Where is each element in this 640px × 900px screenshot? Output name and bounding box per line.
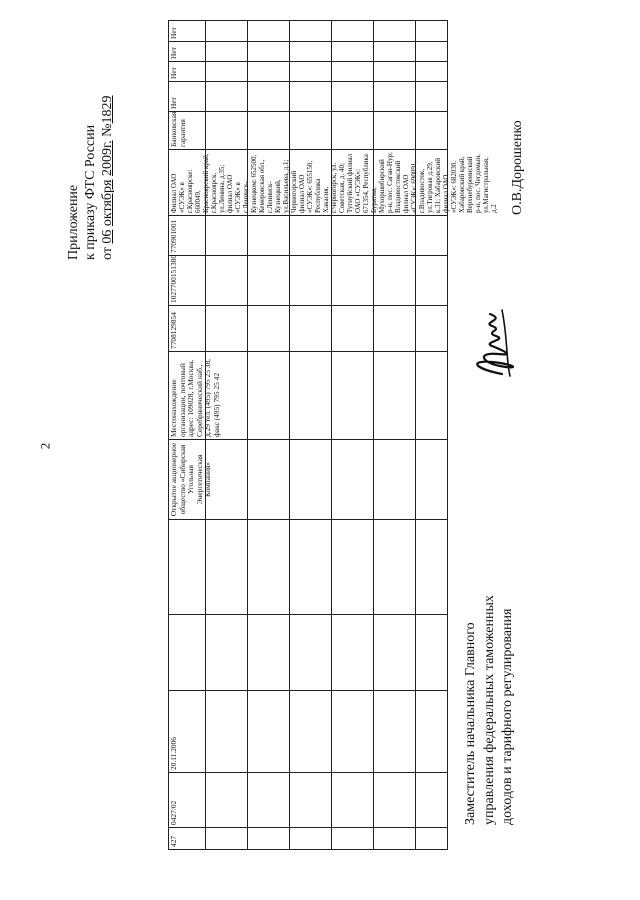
cell-no-3: Нет bbox=[169, 41, 447, 61]
number-prefix: № bbox=[100, 123, 115, 141]
position-line: Заместитель начальника Главного bbox=[463, 622, 478, 825]
position-line: управления федеральных таможенных bbox=[481, 595, 497, 825]
cell-branches: Филиал ОАО «СУЭК» в г.Красноярске: 660049, Красноярский край, г.Красноярск, ул.Ленина, д.35; филиал ОАО «СУЭК» в г.Ленинск-Кузнецком: 652500, Кемеровская обл., г.Ленинск-Кузнецкий, ул.Васильева, д.1; Черногорский филиал ОАО «СУЭК»: 655150, Республика Хакасия, г.Черногорск, ул. Советская, д. 40; Тугнуйский филиал ОАО «СУЭК»: 671354, Республика Бурятия, Мухоршибирский р-н, пос. Саган-Нур; Владивостокский филиал ОАО «СУЭК»: 690091, г.Владивосток, ул.Тигровая д.29, к.31; Хабаровский филиал ОАО «СУЭК»: 682030, Хабаровский край, Верхнебуреинский р-н, пос. Чегдомын, ул.Магистральная, д.2 bbox=[169, 149, 447, 215]
cell-inn: 7708129854 bbox=[169, 305, 447, 351]
cell-no-1: Нет bbox=[169, 81, 447, 111]
row-divider bbox=[247, 21, 248, 849]
date-year: 2009г. bbox=[100, 140, 115, 176]
appendix-header bbox=[65, 25, 116, 260]
row-divider bbox=[415, 21, 416, 849]
cell-org-name: Открытое акционерное общество «Сибирская Угольная Энергетическая Компания» bbox=[169, 439, 447, 519]
cell-guarantee: Банковская гарантия bbox=[169, 111, 447, 149]
signatory-name: О.В.Дорошенко bbox=[510, 120, 525, 215]
cell-location: Местонахождение организации, почтовый адрес: 109028, г.Москва, Серебрянический наб., д.29 тел. (495) 795 25 38, факс (495) 795 25 42 bbox=[169, 351, 447, 439]
cell-index: 427 bbox=[169, 827, 447, 849]
header-line-order: к приказу ФТС России bbox=[83, 124, 98, 260]
date-month: октября bbox=[100, 179, 115, 227]
cell-no-2: Нет bbox=[169, 61, 447, 81]
cell-empty-2 bbox=[169, 519, 447, 614]
cell-no-4: Нет bbox=[169, 27, 178, 39]
page-number: 2 bbox=[37, 442, 53, 450]
header-line-appendix: Приложение bbox=[66, 184, 81, 260]
header-line-date bbox=[99, 25, 116, 260]
order-number: 1829 bbox=[100, 95, 115, 124]
handwritten-signature bbox=[462, 306, 530, 380]
cell-ogrn: 1027700151380 bbox=[169, 255, 447, 305]
cell-kpp: 770901001 bbox=[169, 215, 447, 255]
date-day: 06 bbox=[100, 229, 115, 244]
row-divider bbox=[205, 21, 206, 849]
row-divider bbox=[289, 21, 290, 849]
row-divider bbox=[373, 21, 374, 849]
date-prefix: от bbox=[100, 243, 115, 260]
cell-empty-1 bbox=[169, 614, 447, 690]
row-divider bbox=[331, 21, 332, 849]
position-line: доходов и тарифного регулирования bbox=[500, 608, 515, 825]
cell-reg-number: 0427/02 bbox=[169, 772, 447, 827]
cell-date: 20.11.2006 bbox=[169, 690, 447, 772]
signatory-position bbox=[462, 565, 518, 825]
